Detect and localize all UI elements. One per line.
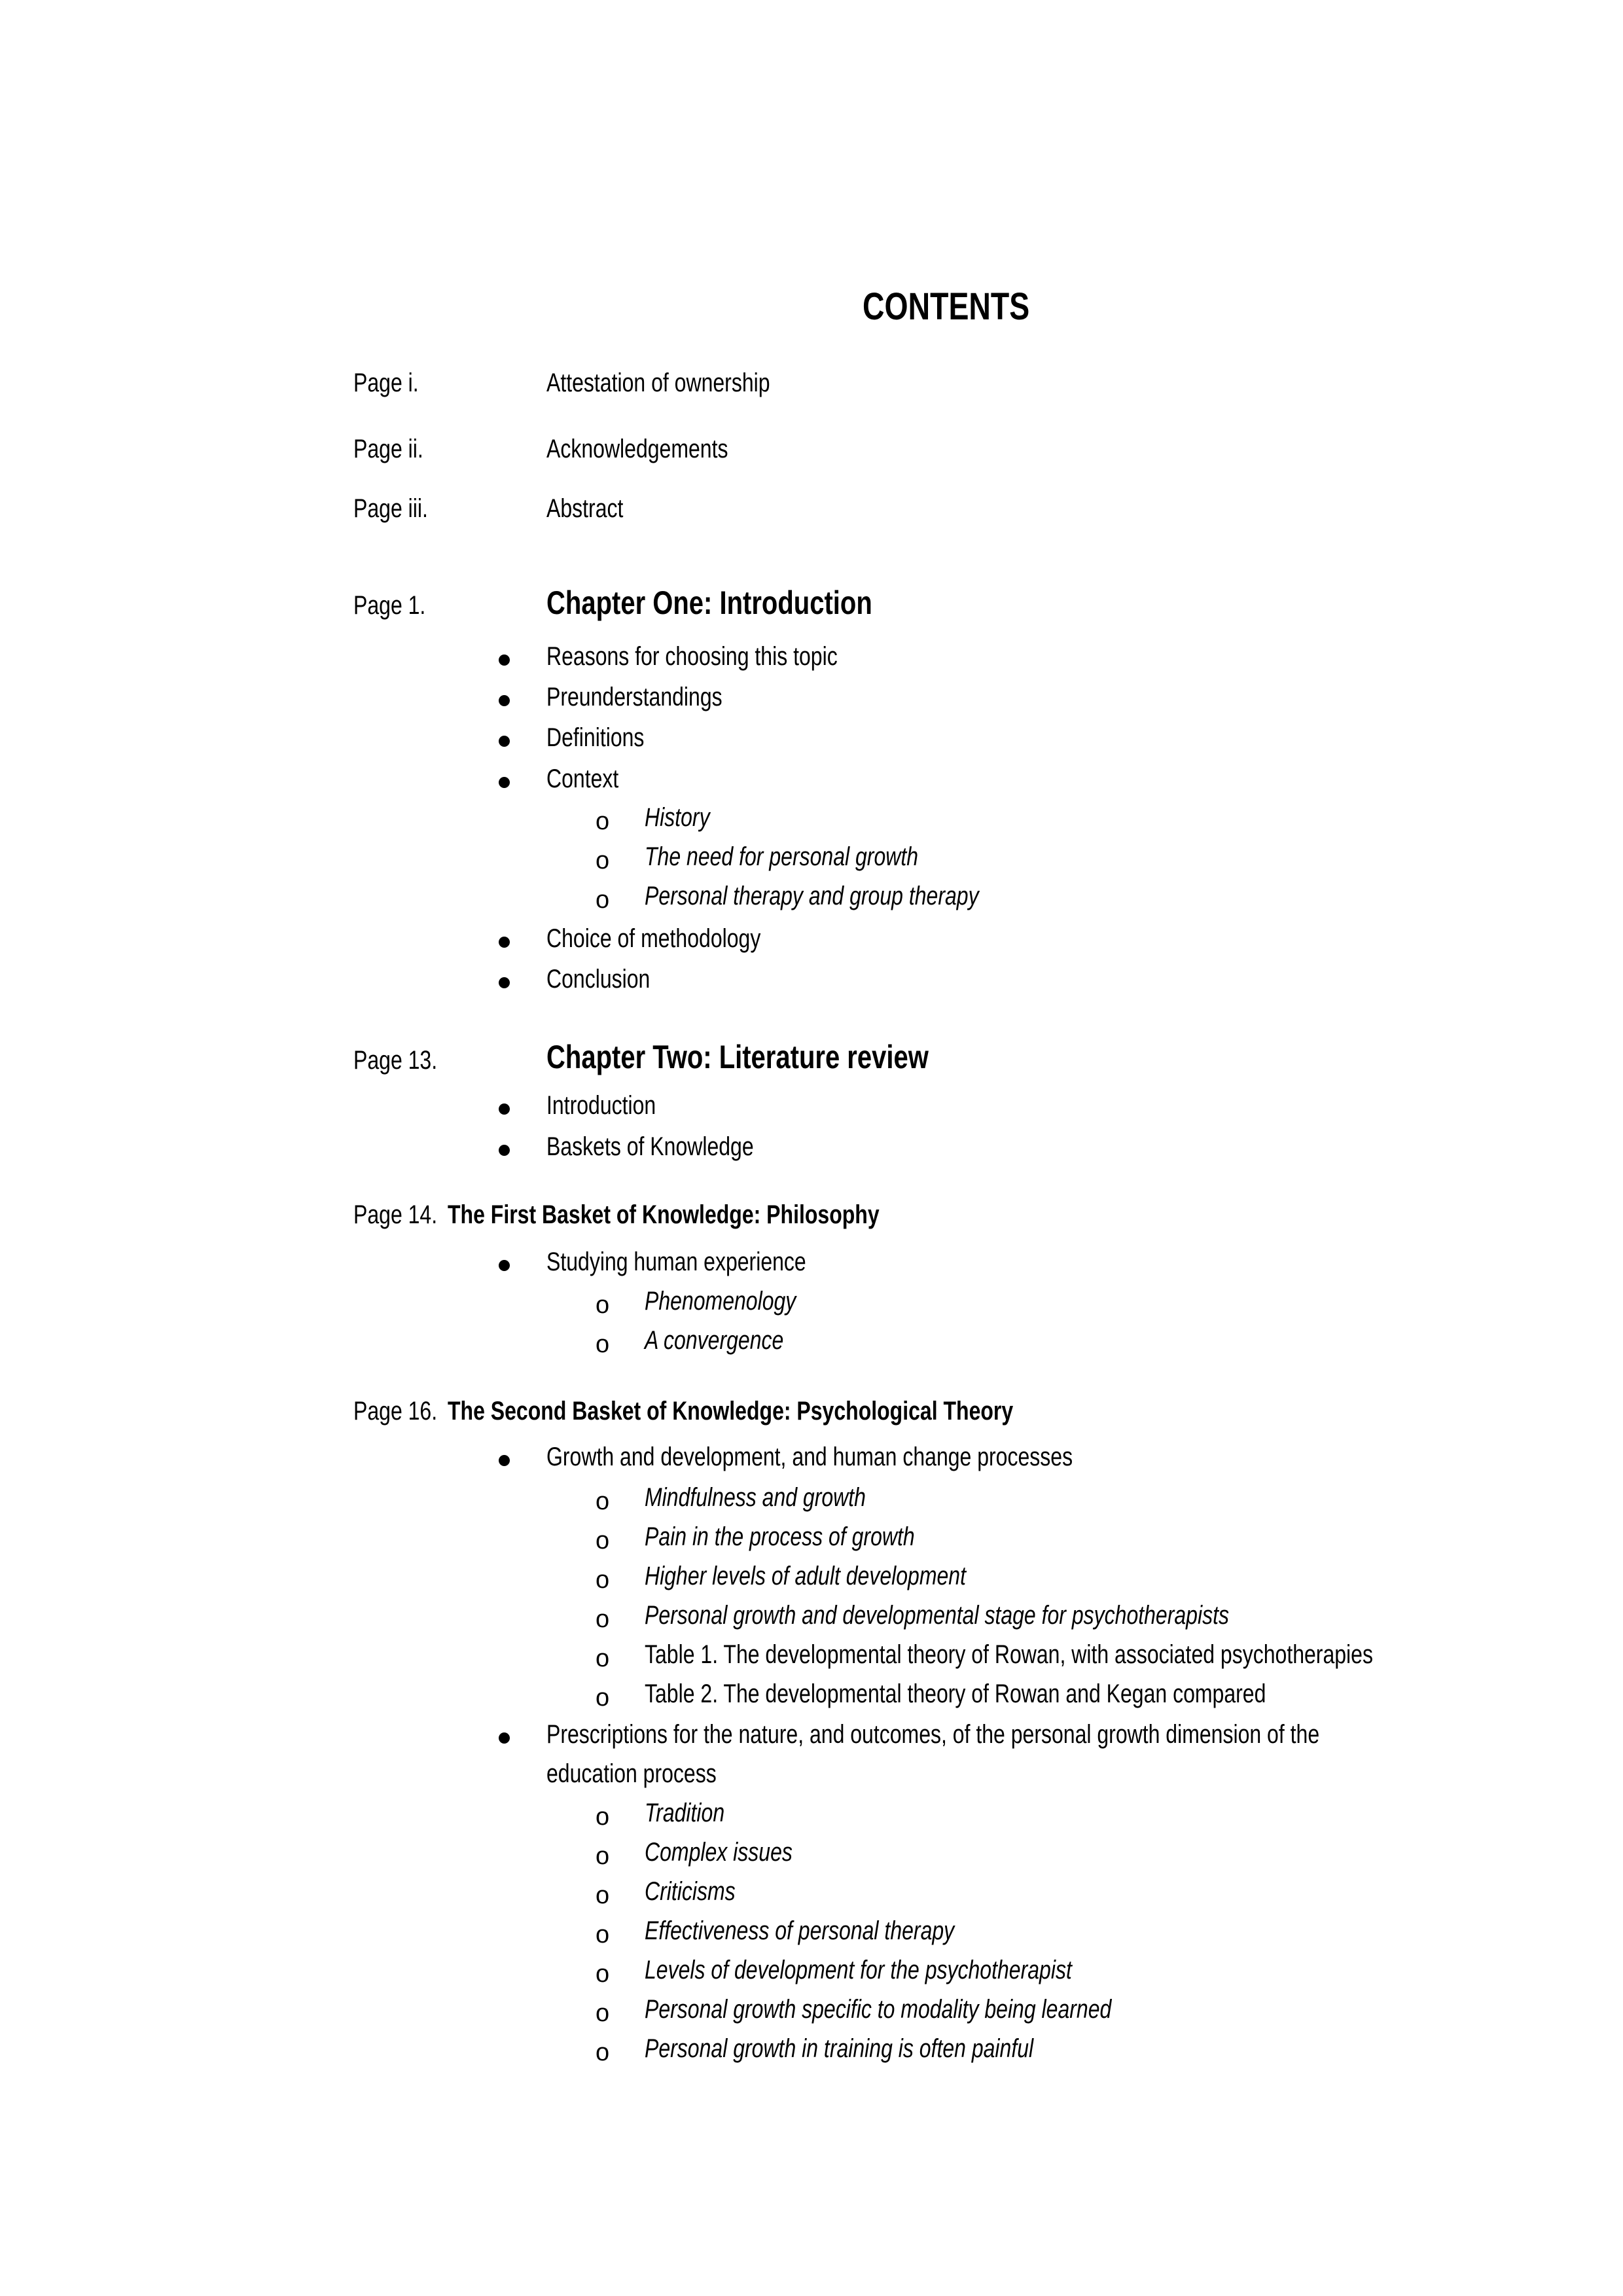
sub-item: Criticisms [645,1877,736,1906]
list-item: Prescriptions for the nature, and outcomes, of the personal growth dimension of the [546,1720,1320,1749]
toc-page-number: Page i. [353,368,419,397]
toc-page-number: Page 14. [353,1200,438,1229]
circle-bullet-icon: o [596,2039,610,2066]
sub-item: Personal growth specific to modality being learned [645,1995,1112,2024]
circle-bullet-icon: o [596,1527,610,1554]
circle-bullet-icon: o [596,1803,610,1831]
list-item: Baskets of Knowledge [546,1132,754,1161]
circle-bullet-icon: o [596,1882,610,1909]
sub-item-table-2: Table 2. The developmental theory of Rowan and Kegan compared [645,1679,1266,1708]
circle-bullet-icon: o [596,886,610,914]
sub-item: Tradition [645,1799,725,1827]
circle-bullet-icon: o [596,1684,610,1712]
toc-page-number: Page ii. [353,435,423,463]
circle-bullet-icon: o [596,1331,610,1358]
sub-item: Phenomenology [645,1287,796,1316]
list-item: Introduction [546,1091,656,1120]
page-title: CONTENTS [863,285,1030,328]
toc-page-number: Page iii. [353,494,428,523]
list-item: Definitions [546,723,645,752]
basket-one-title: The First Basket of Knowledge: Philosophy [448,1200,880,1229]
bullet-icon [499,695,510,706]
toc-entry-acknowledgements: Acknowledgements [546,435,728,463]
circle-bullet-icon: o [596,2000,610,2027]
basket-one-heading [448,1202,880,1228]
bullet-icon [499,1732,510,1744]
list-item: Reasons for choosing this topic [546,642,838,671]
basket-two-heading [448,1398,1013,1424]
bullet-icon [499,736,510,747]
sub-item: The need for personal growth [645,842,919,871]
list-item-continuation: education process [546,1759,717,1788]
sub-item: Higher levels of adult development [645,1562,966,1590]
chapter-two-heading: Chapter Two: Literature review [546,1039,929,1075]
sub-item: History [645,803,710,832]
circle-bullet-icon: o [596,1566,610,1594]
sub-item: Personal therapy and group therapy [645,882,979,910]
toc-page-number: Page 1. [353,591,426,620]
bullet-icon [499,1260,510,1271]
sub-item: Effectiveness of personal therapy [645,1916,955,1945]
sub-item: Levels of development for the psychotherapist [645,1956,1072,1984]
sub-item: A convergence [645,1326,784,1355]
circle-bullet-icon: o [596,1488,610,1515]
list-item: Growth and development, and human change processes [546,1443,1073,1471]
sub-item: Pain in the process of growth [645,1522,915,1551]
circle-bullet-icon: o [596,847,610,874]
toc-page-number: Page 16. [353,1397,438,1426]
toc-page-number: Page 13. [353,1046,438,1075]
circle-bullet-icon: o [596,1921,610,1948]
circle-bullet-icon: o [596,1842,610,1870]
circle-bullet-icon: o [596,1645,610,1672]
circle-bullet-icon: o [596,1605,610,1633]
list-item: Preunderstandings [546,683,722,711]
bullet-icon [499,977,510,988]
bullet-icon [499,1103,510,1115]
list-item: Studying human experience [546,1247,806,1276]
sub-item: Mindfulness and growth [645,1483,866,1512]
basket-two-title: The Second Basket of Knowledge: Psychological Theory [448,1397,1014,1426]
circle-bullet-icon: o [596,808,610,835]
toc-entry-attestation: Attestation of ownership [546,368,770,397]
bullet-icon [499,777,510,788]
toc-entry-abstract: Abstract [546,494,624,523]
chapter-one-heading: Chapter One: Introduction [546,584,872,621]
sub-item-table-1: Table 1. The developmental theory of Rowan, with associated psychotherapies [645,1640,1373,1669]
bullet-icon [499,1455,510,1466]
list-item: Choice of methodology [546,924,761,953]
circle-bullet-icon: o [596,1291,610,1319]
list-item: Conclusion [546,965,651,994]
bullet-icon [499,655,510,666]
bullet-icon [499,1145,510,1156]
sub-item: Personal growth and developmental stage for psychotherapists [645,1601,1229,1630]
sub-item: Complex issues [645,1838,793,1867]
list-item: Context [546,764,619,793]
circle-bullet-icon: o [596,1960,610,1988]
bullet-icon [499,937,510,948]
sub-item: Personal growth in training is often painful [645,2034,1034,2063]
